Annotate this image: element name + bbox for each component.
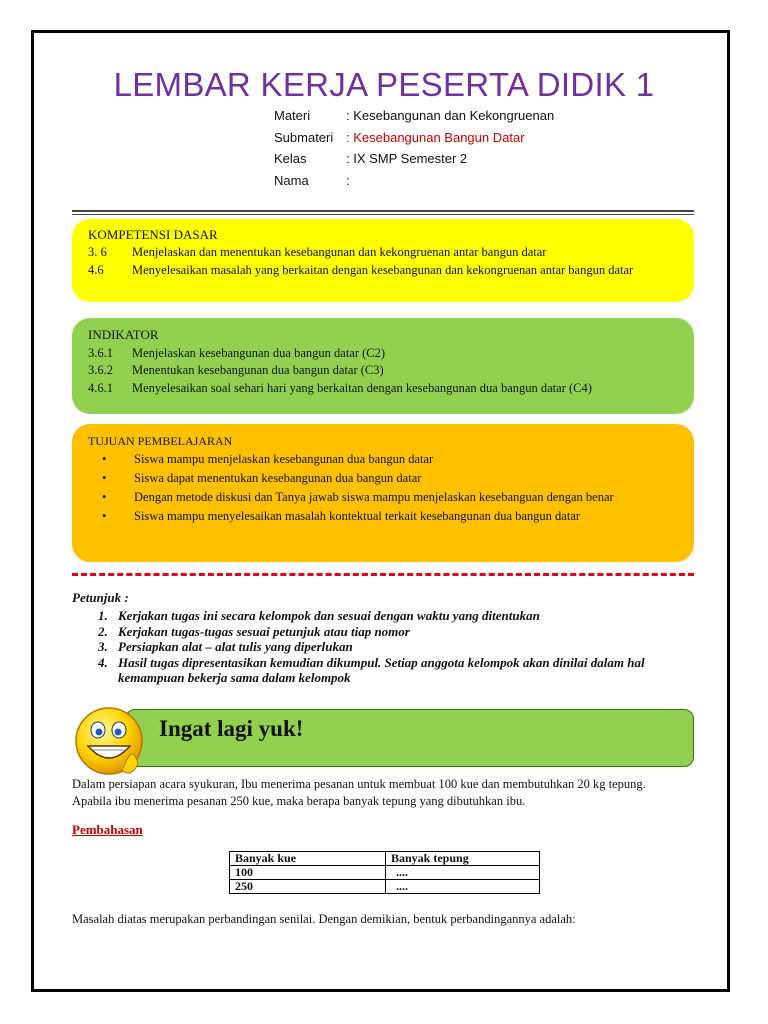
tujuan-item-text: Siswa mampu menyelesaikan masalah kontektual terkait kesebangunan dua bangun datar (134, 509, 581, 523)
tujuan-item-text: Siswa mampu menjelaskan kesebangunan dua bangun datar (134, 452, 434, 466)
petunjuk-item (98, 608, 698, 624)
kd-item-text: Menjelaskan dan menentukan kesebangunan dan kekongruenan antar bangun datar (132, 245, 547, 259)
indikator-item-text: Menyelesaikan soal sehari hari yang berkaitan dengan kesebangunan dua bangun datar (C4) (132, 381, 592, 395)
tujuan-heading: TUJUAN PEMBELAJARAN (88, 434, 233, 448)
meta-key: Submateri (274, 129, 334, 145)
petunjuk-item (98, 639, 698, 655)
ingat-lagi-label: Ingat lagi yuk! (159, 716, 304, 741)
page-title: LEMBAR KERJA PESERTA DIDIK 1 (113, 66, 655, 103)
smiley-thumbs-up-icon (72, 704, 148, 780)
indikator-item-text: Menjelaskan kesebangunan dua bangun datar (C2) (132, 346, 386, 360)
table-cell: 100 (230, 866, 386, 880)
comparison-table (229, 851, 540, 894)
indikator-item-text: Menentukan kesebangunan dua bangun datar (C3) (132, 363, 384, 377)
indikator-item-number: 4.6.1 (88, 381, 113, 395)
petunjuk-list (98, 608, 698, 686)
problem-line-2: Apabila ibu menerima pesanan 250 kue, maka berapa banyak tepung yang dibutuhkan ibu. (72, 794, 526, 808)
table-header: Banyak kue (230, 852, 386, 866)
divider-thick (72, 210, 694, 212)
petunjuk-item-text: Hasil tugas dipresentasikan kemudian dikumpul. Setiap anggota kelompok akan dinilai dalam hal kemampuan bekerja sama dalam kelompok (118, 654, 645, 685)
meta-value: : Kesebangunan Bangun Datar (346, 129, 525, 145)
kd-item-text: Menyelesaikan masalah yang berkaitan dengan kesebangunan dan kekongruenan antar bangun datar (132, 263, 634, 277)
meta-key: Kelas (274, 151, 307, 166)
meta-value: : Kesebangunan dan Kekongruenan (346, 108, 555, 123)
kd-item-number: 3. 6 (88, 245, 107, 259)
kd-item-number: 4.6 (88, 263, 104, 277)
meta-key: Materi (274, 108, 311, 123)
bullet-icon: • (102, 452, 107, 466)
petunjuk-item-number: 1. (98, 608, 108, 623)
table-row (230, 866, 540, 880)
tujuan-item-text: Dengan metode diskusi dan Tanya jawab siswa mampu menjelaskan kesebanguan dengan benar (134, 490, 614, 504)
tujuan-item-text: Siswa dapat menentukan kesebangunan dua bangun datar (134, 471, 422, 485)
bullet-icon: • (102, 509, 107, 523)
closing-text: Masalah diatas merupakan perbandingan senilai. Dengan demikian, bentuk perbandingannya adalah: (72, 912, 576, 926)
indikator-item-number: 3.6.2 (88, 363, 113, 377)
petunjuk-item-number: 3. (98, 639, 108, 654)
table-cell: 250 (230, 880, 386, 894)
petunjuk-heading: Petunjuk : (72, 590, 129, 605)
meta-key: Nama (274, 172, 309, 188)
table-row (230, 880, 540, 894)
petunjuk-item-number: 2. (98, 623, 108, 639)
kompetensi-dasar-heading: KOMPETENSI DASAR (88, 227, 218, 242)
divider-thin (72, 214, 694, 215)
petunjuk-item-text: Persiapkan alat – alat tulis yang diperlukan (118, 639, 353, 654)
bullet-icon: • (102, 490, 107, 504)
petunjuk-item (98, 624, 698, 640)
meta-value: : IX SMP Semester 2 (346, 151, 468, 166)
petunjuk-item-text: Kerjakan tugas ini secara kelompok dan sesuai dengan waktu yang ditentukan (118, 608, 540, 623)
problem-text (72, 776, 702, 810)
indikator-box (72, 318, 694, 414)
bullet-icon: • (102, 471, 107, 485)
table-header: Banyak tepung (386, 852, 540, 866)
indikator-item-number: 3.6.1 (88, 346, 113, 360)
table-cell: .... (386, 880, 540, 894)
indikator-heading: INDIKATOR (88, 327, 159, 342)
meta-value: : (346, 172, 350, 188)
petunjuk-item-text: Kerjakan tugas-tugas sesuai petunjuk atau tiap nomor (118, 623, 410, 639)
petunjuk-item-number: 4. (98, 654, 108, 670)
kompetensi-dasar-box (72, 219, 694, 302)
petunjuk-item (98, 655, 698, 686)
dashed-separator (72, 573, 694, 576)
table-header-row (230, 852, 540, 866)
table-cell: .... (386, 866, 540, 880)
problem-line-1: Dalam persiapan acara syukuran, Ibu menerima pesanan untuk membuat 100 kue dan membutuhkan 20 kg tepung. (72, 777, 646, 791)
tujuan-pembelajaran-box (72, 424, 694, 562)
pembahasan-heading: Pembahasan (72, 822, 143, 837)
